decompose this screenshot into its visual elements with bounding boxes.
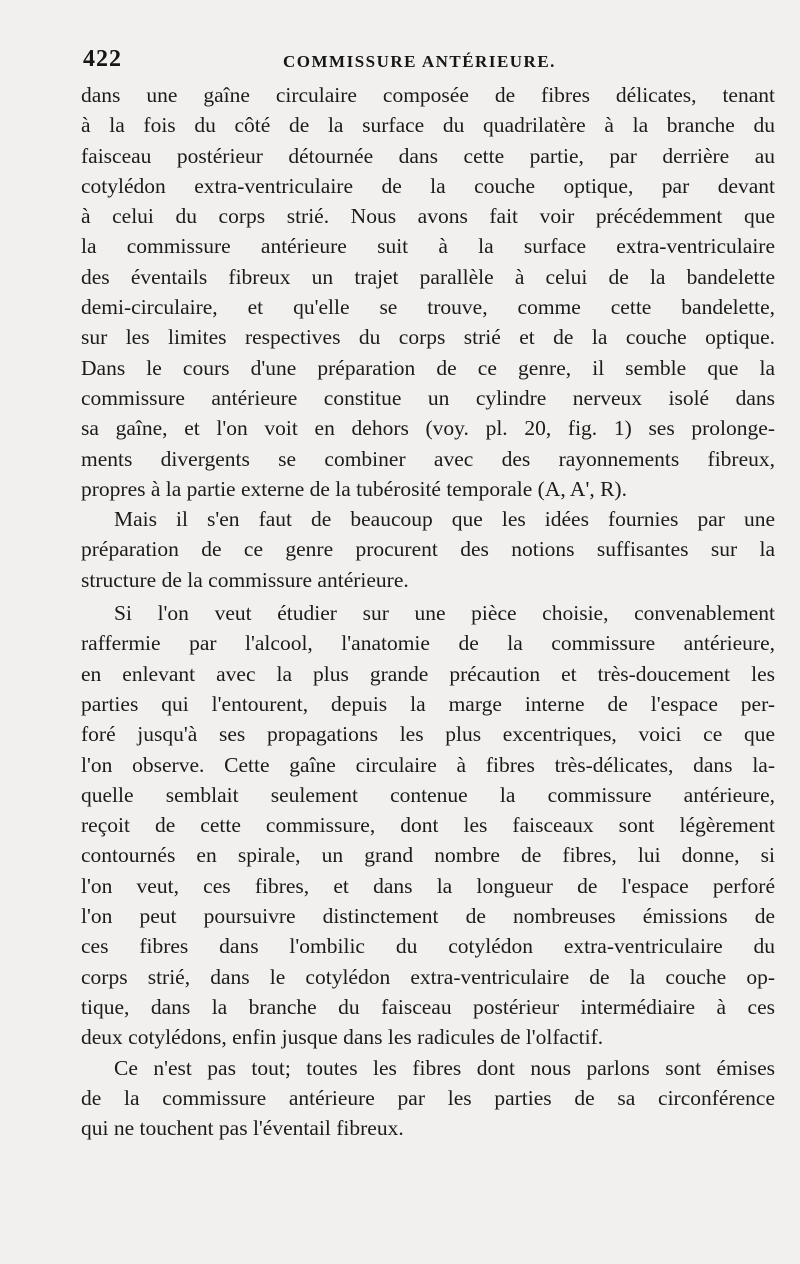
text-line: Si l'on veut étudier sur une pièce choisie, convenablement bbox=[114, 601, 775, 626]
paragraph bbox=[81, 80, 775, 504]
text-line: cotylédon extra-ventriculaire de la couche optique, par devant bbox=[81, 173, 775, 198]
text-line: des éventails fibreux un trajet parallèle à celui de la bandelette bbox=[81, 264, 775, 289]
paragraph bbox=[81, 598, 775, 1052]
text-line: quelle semblait seulement contenue la commissure antérieure, bbox=[81, 782, 775, 807]
paragraph bbox=[81, 1053, 775, 1144]
text-line: Mais il s'en faut de beaucoup que les idées fournies par une bbox=[114, 507, 775, 532]
text-line: préparation de ce genre procurent des notions suffisantes sur la bbox=[81, 537, 775, 562]
text-line: parties qui l'entourent, depuis la marge interne de l'espace per- bbox=[81, 691, 775, 716]
text-line: faisceau postérieur détournée dans cette partie, par derrière au bbox=[81, 143, 775, 168]
text-line: à celui du corps strié. Nous avons fait voir précédemment que bbox=[81, 204, 775, 229]
text-line: structure de la commissure antérieure. bbox=[81, 567, 409, 592]
text-line: dans une gaîne circulaire composée de fibres délicates, tenant bbox=[81, 83, 775, 107]
text-line: Ce n'est pas tout; toutes les fibres dont nous parlons sont émises bbox=[114, 1055, 775, 1080]
running-title: COMMISSURE ANTÉRIEURE. bbox=[283, 52, 556, 71]
paragraph bbox=[81, 504, 775, 595]
page-header bbox=[83, 46, 773, 80]
text-line: la commissure antérieure suit à la surface extra-ventriculaire bbox=[81, 234, 775, 259]
text-line: ces fibres dans l'ombilic du cotylédon extra-ventriculaire du bbox=[81, 934, 775, 959]
page-number: 422 bbox=[83, 46, 122, 72]
body-text bbox=[81, 80, 775, 1143]
text-line: corps strié, dans le cotylédon extra-ventriculaire de la couche op- bbox=[81, 964, 775, 989]
text-line: demi-circulaire, et qu'elle se trouve, comme cette bandelette, bbox=[81, 295, 775, 320]
text-line: sur les limites respectives du corps strié et de la couche optique. bbox=[81, 325, 775, 350]
text-line: reçoit de cette commissure, dont les faisceaux sont légèrement bbox=[81, 813, 775, 838]
text-line: de la commissure antérieure par les parties de sa circonférence bbox=[81, 1085, 775, 1110]
text-line: ments divergents se combiner avec des rayonnements fibreux, bbox=[81, 446, 775, 471]
text-line: Dans le cours d'une préparation de ce genre, il semble que la bbox=[81, 355, 775, 380]
text-line: deux cotylédons, enfin jusque dans les radicules de l'olfactif. bbox=[81, 1025, 604, 1050]
text-line: commissure antérieure constitue un cylindre nerveux isolé dans bbox=[81, 385, 775, 410]
text-line: contournés en spirale, un grand nombre de fibres, lui donne, si bbox=[81, 843, 775, 868]
text-line: tique, dans la branche du faisceau postérieur intermédiaire à ces bbox=[81, 994, 775, 1019]
text-line: qui ne touchent pas l'éventail fibreux. bbox=[81, 1116, 404, 1141]
text-line: sa gaîne, et l'on voit en dehors (voy. pl. 20, fig. 1) ses prolonge- bbox=[81, 416, 775, 441]
text-line: foré jusqu'à ses propagations les plus excentriques, voici ce que bbox=[81, 722, 775, 747]
text-line: raffermie par l'alcool, l'anatomie de la commissure antérieure, bbox=[81, 631, 775, 656]
text-line: l'on observe. Cette gaîne circulaire à fibres très-délicates, dans la- bbox=[81, 752, 775, 777]
text-line: l'on veut, ces fibres, et dans la longueur de l'espace perforé bbox=[81, 873, 775, 898]
text-line: l'on peut poursuivre distinctement de nombreuses émissions de bbox=[81, 904, 775, 929]
text-line: propres à la partie externe de la tubérosité temporale (A, A', R). bbox=[81, 476, 627, 501]
text-line: en enlevant avec la plus grande précaution et très-doucement les bbox=[81, 661, 775, 686]
text-line: à la fois du côté de la surface du quadrilatère à la branche du bbox=[81, 113, 775, 138]
